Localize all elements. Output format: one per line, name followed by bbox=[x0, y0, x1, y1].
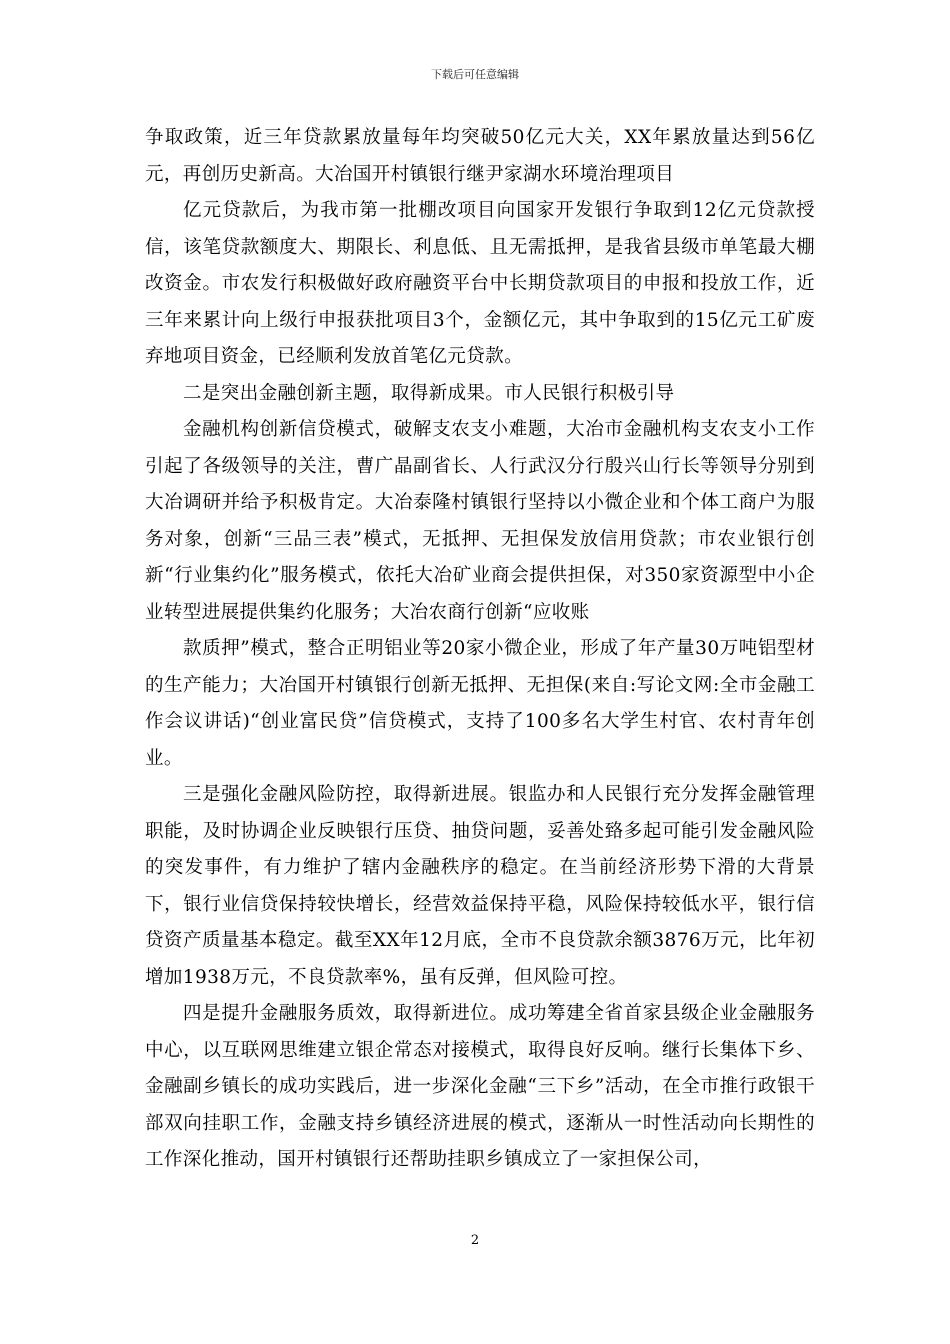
paragraph-4: 金融机构创新信贷模式，破解支农支小难题，大冶市金融机构支农支小工作引起了各级领导的关注，曹广晶副省长、人行武汉分行殷兴山行长等领导分别到大冶调研并给予积极肯定。大冶泰隆村镇银行坚持以小微企业和个体工商户为服务对象，创新“三品三表”模式，无抵押、无担保发放信用贷款；市农业银行创新“行业集约化”服务模式，依托大冶矿业商会提供担保，对350家资源型中小企业转型进展提供集约化服务；大冶农商行创新“应收账 bbox=[145, 419, 815, 623]
page-number: 2 bbox=[470, 1233, 480, 1248]
paragraph-2: 亿元贷款后，为我市第一批棚改项目向国家开发银行争取到12亿元贷款授信，该笔贷款额度大、期限长、利息低、且无需抵押，是我省县级市单笔最大棚改资金。市农发行积极做好政府融资平台中长期贷款项目的申报和投放工作，近三年来累计向上级行申报获批项目3个，金额亿元，其中争取到的15亿元工矿废弃地项目资金，已经顺利发放首笔亿元贷款。 bbox=[145, 200, 815, 367]
paragraph-3: 二是突出金融创新主题，取得新成果。市人民银行积极引导 bbox=[183, 382, 675, 404]
paragraph-6: 三是强化金融风险防控，取得新进展。银监办和人民银行充分发挥金融管理职能，及时协调企业反映银行压贷、抽贷问题，妥善处臵多起可能引发金融风险的突发事件，有力维护了辖内金融秩序的稳定。在当前经济形势下滑的大背景下，银行业信贷保持较快增长，经营效益保持平稳，风险保持较低水平，银行信贷资产质量基本稳定。截至XX年12月底，全市不良贷款余额3876万元，比年初增加1938万元，不良贷款率%，虽有反弹，但风险可控。 bbox=[145, 784, 815, 988]
paragraph-5: 款质押”模式，整合正明铝业等20家小微企业，形成了年产量30万吨铝型材的生产能力；大冶国开村镇银行创新无抵押、无担保(来自:写论文网:全市金融工作会议讲话)“创业富民贷”信贷模式，支持了100多名大学生村官、农村青年创业。 bbox=[145, 638, 815, 769]
document-body bbox=[145, 120, 815, 1179]
page-header: 下载后可任意编辑 bbox=[431, 68, 519, 81]
paragraph-7: 四是提升金融服务质效，取得新进位。成功筹建全省首家县级企业金融服务中心，以互联网思维建立银企常态对接模式，取得良好反响。继行长集体下乡、金融副乡镇长的成功实践后，进一步深化金融“三下乡”活动，在全市推行政银干部双向挂职工作，金融支持乡镇经济进展的模式，逐渐从一时性活动向长期性的工作深化推动，国开村镇银行还帮助挂职乡镇成立了一家担保公司， bbox=[145, 1003, 815, 1170]
paragraph-1: 争取政策，近三年贷款累放量每年均突破50亿元大关，XX年累放量达到56亿元，再创历史新高。大冶国开村镇银行继尹家湖水环境治理项目 bbox=[145, 127, 815, 185]
